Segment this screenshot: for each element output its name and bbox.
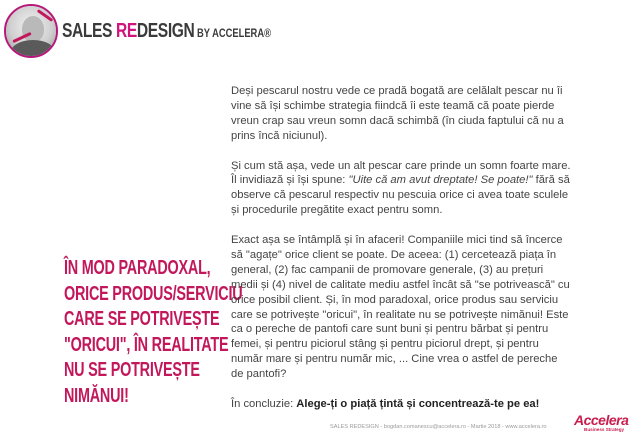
- author-avatar: [4, 4, 58, 58]
- pull-quote-line: "ORICUI", ÎN REALITATE: [64, 333, 229, 356]
- conclusion-label: În concluzie:: [231, 397, 297, 410]
- conclusion-text: Alege-ți o piață țintă și concentrează-te pe ea!: [296, 397, 540, 410]
- pull-quote-line: ÎN MOD PARADOXAL,: [64, 257, 211, 279]
- conclusion-paragraph: [231, 397, 571, 412]
- paragraph-3: Exact așa se întâmplă și în afaceri! Companiile mici tind să încerce să "agațe" orice client se poate. De aceea: (1) cercetează piața în general, (2) fac campanii de promovare generale, (3) au prețuri medii și (4) nivel de calitate mediu astfel încât să "se potrivească" cu orice posibil client. Și, în mod paradoxal, orice produs sau serviciu care se potrivește "oricui", în realitate nu se potrivește nimănui! Este ca o pereche de pantofi care sunt buni și pentru bărbat și pentru femei, și pentru piciorul stâng și pentru piciorul drept, și pentru număr mare și pentru număr mic, ... Cine vrea o astfel de pereche de pantofi?: [231, 234, 570, 381]
- pull-quote-line: NU SE POTRIVEȘTE: [64, 359, 200, 381]
- logo-part-by: BY ACCELERA®: [194, 26, 271, 40]
- avatar-shoulders: [11, 40, 55, 58]
- paragraph-2-text: Și cum stă așa, vede un alt pescar care prinde un somn foarte mare. Îl invidiază și își spune:: [231, 159, 571, 187]
- accelera-wordmark: Accelera: [574, 412, 629, 428]
- paragraph-2: [231, 159, 571, 219]
- logo-part-re: RE: [116, 20, 137, 42]
- pull-quote: [64, 256, 243, 409]
- paragraph-2-text-end: fără să observe că pescarul respectiv nu pescuia orice ci avea toate sculele și procedurile pregătite exact pentru somn.: [231, 174, 570, 217]
- logo-part-sales: SALES: [62, 20, 117, 42]
- pull-quote-line: ORICE PRODUS/SERVICIU: [64, 282, 243, 305]
- article-body: [231, 84, 571, 427]
- logo-part-design: DESIGN: [136, 20, 195, 42]
- accelera-logo: [574, 412, 632, 436]
- avatar-head: [22, 16, 44, 42]
- footer-text: SALES REDESIGN - bogdan.comanescu@accelera.ro - Martie 2018 - www.accelera.ro: [330, 424, 547, 430]
- accelera-tagline: Business Strategy: [584, 427, 625, 432]
- paragraph-1: Deși pescarul nostru vede ce pradă bogată are celălalt pescar nu îi vine să își schimbe strategia fiindcă îi este teamă că poate pierde vreun crap sau vreun somn dacă schimbă (în ciuda faptului că nu a prins încă niciunul).: [231, 85, 564, 142]
- pull-quote-line: CARE SE POTRIVEȘTE: [64, 308, 220, 330]
- paragraph-2-quote: "Uite că am avut dreptate! Se poate!": [348, 174, 533, 187]
- sales-redesign-logo: [62, 20, 271, 44]
- pull-quote-line: NIMĂNUI!: [64, 384, 129, 407]
